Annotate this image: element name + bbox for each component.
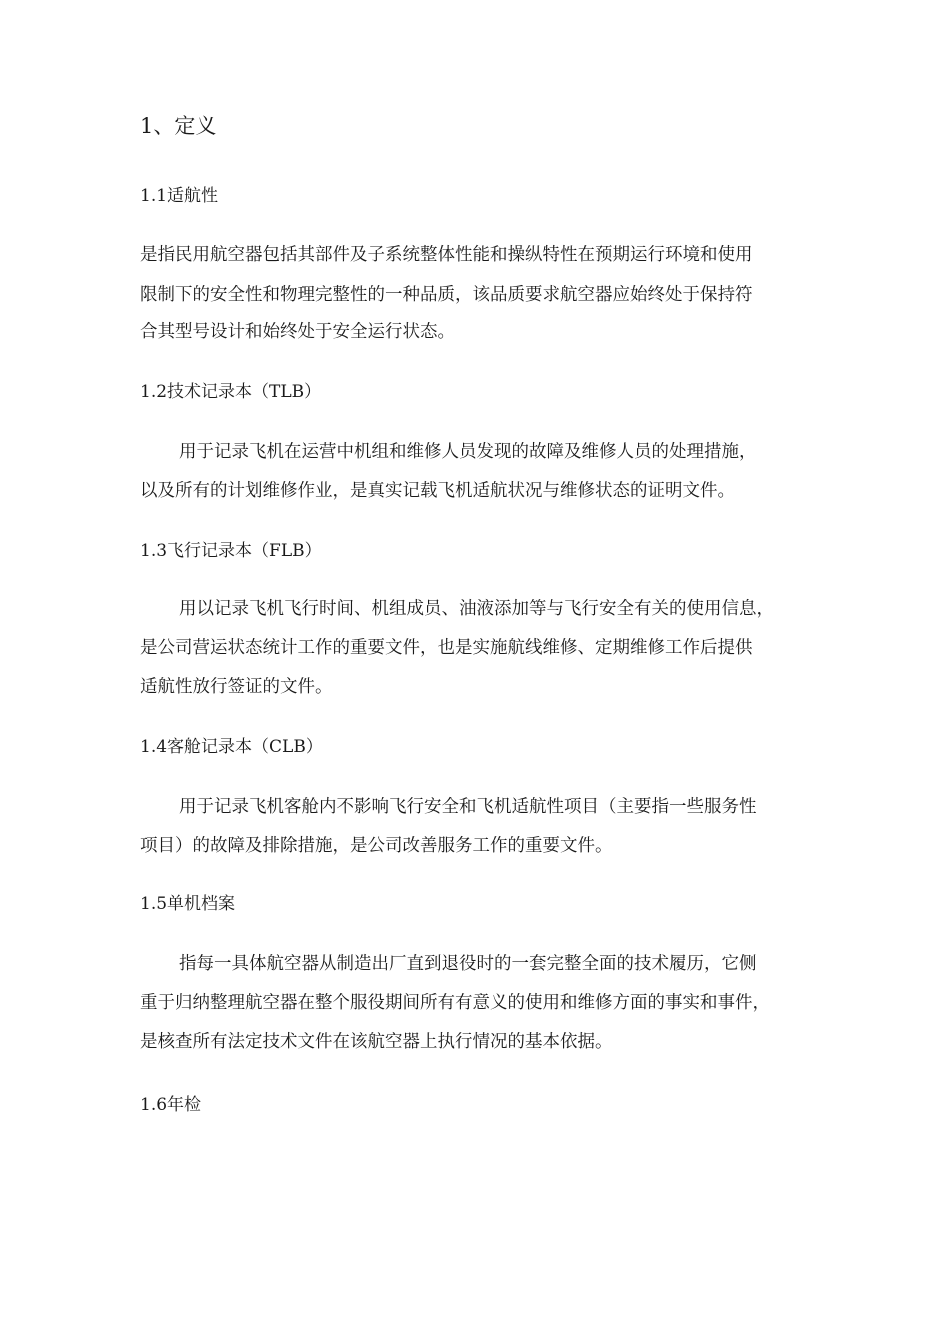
- heading-flb: 1.3飞行记录本（FLB）: [140, 541, 322, 561]
- paragraph-line: 重于归纳整理航空器在整个服役期间所有有意义的使用和维修方面的事实和事件，: [140, 993, 770, 1013]
- heading-clb: 1.4客舱记录本（CLB）: [140, 737, 323, 757]
- heading-aircraft-file: 1.5单机档案: [140, 894, 236, 914]
- paragraph-line: 是核查所有法定技术文件在该航空器上执行情况的基本依据。: [140, 1032, 613, 1052]
- paragraph-line: 合其型号设计和始终处于安全运行状态。: [140, 322, 455, 342]
- heading-airworthiness: 1.1适航性: [140, 186, 219, 206]
- section-title: 1、定义: [140, 114, 217, 138]
- paragraph-line: 限制下的安全性和物理完整性的一种品质，该品质要求航空器应始终处于保持符: [140, 285, 753, 305]
- paragraph-line: 是公司营运状态统计工作的重要文件，也是实施航线维修、定期维修工作后提供: [140, 638, 753, 658]
- paragraph-line: 适航性放行签证的文件。: [140, 677, 333, 697]
- paragraph-line: 以及所有的计划维修作业，是真实记载飞机适航状况与维修状态的证明文件。: [140, 481, 735, 501]
- paragraph-line: 用于记录飞机在运营中机组和维修人员发现的故障及维修人员的处理措施，: [179, 442, 757, 462]
- paragraph-line: 项目）的故障及排除措施，是公司改善服务工作的重要文件。: [140, 836, 613, 856]
- paragraph-line: 用以记录飞机飞行时间、机组成员、油液添加等与飞行安全有关的使用信息，: [179, 599, 774, 619]
- heading-tlb: 1.2技术记录本（TLB）: [140, 382, 322, 402]
- paragraph-line: 用于记录飞机客舱内不影响飞行安全和飞机适航性项目（主要指一些服务性: [179, 797, 757, 817]
- heading-annual-inspection: 1.6年检: [140, 1095, 202, 1115]
- paragraph-line: 指每一具体航空器从制造出厂直到退役时的一套完整全面的技术履历，它侧: [179, 954, 757, 974]
- paragraph-line: 是指民用航空器包括其部件及子系统整体性能和操纵特性在预期运行环境和使用: [140, 245, 753, 265]
